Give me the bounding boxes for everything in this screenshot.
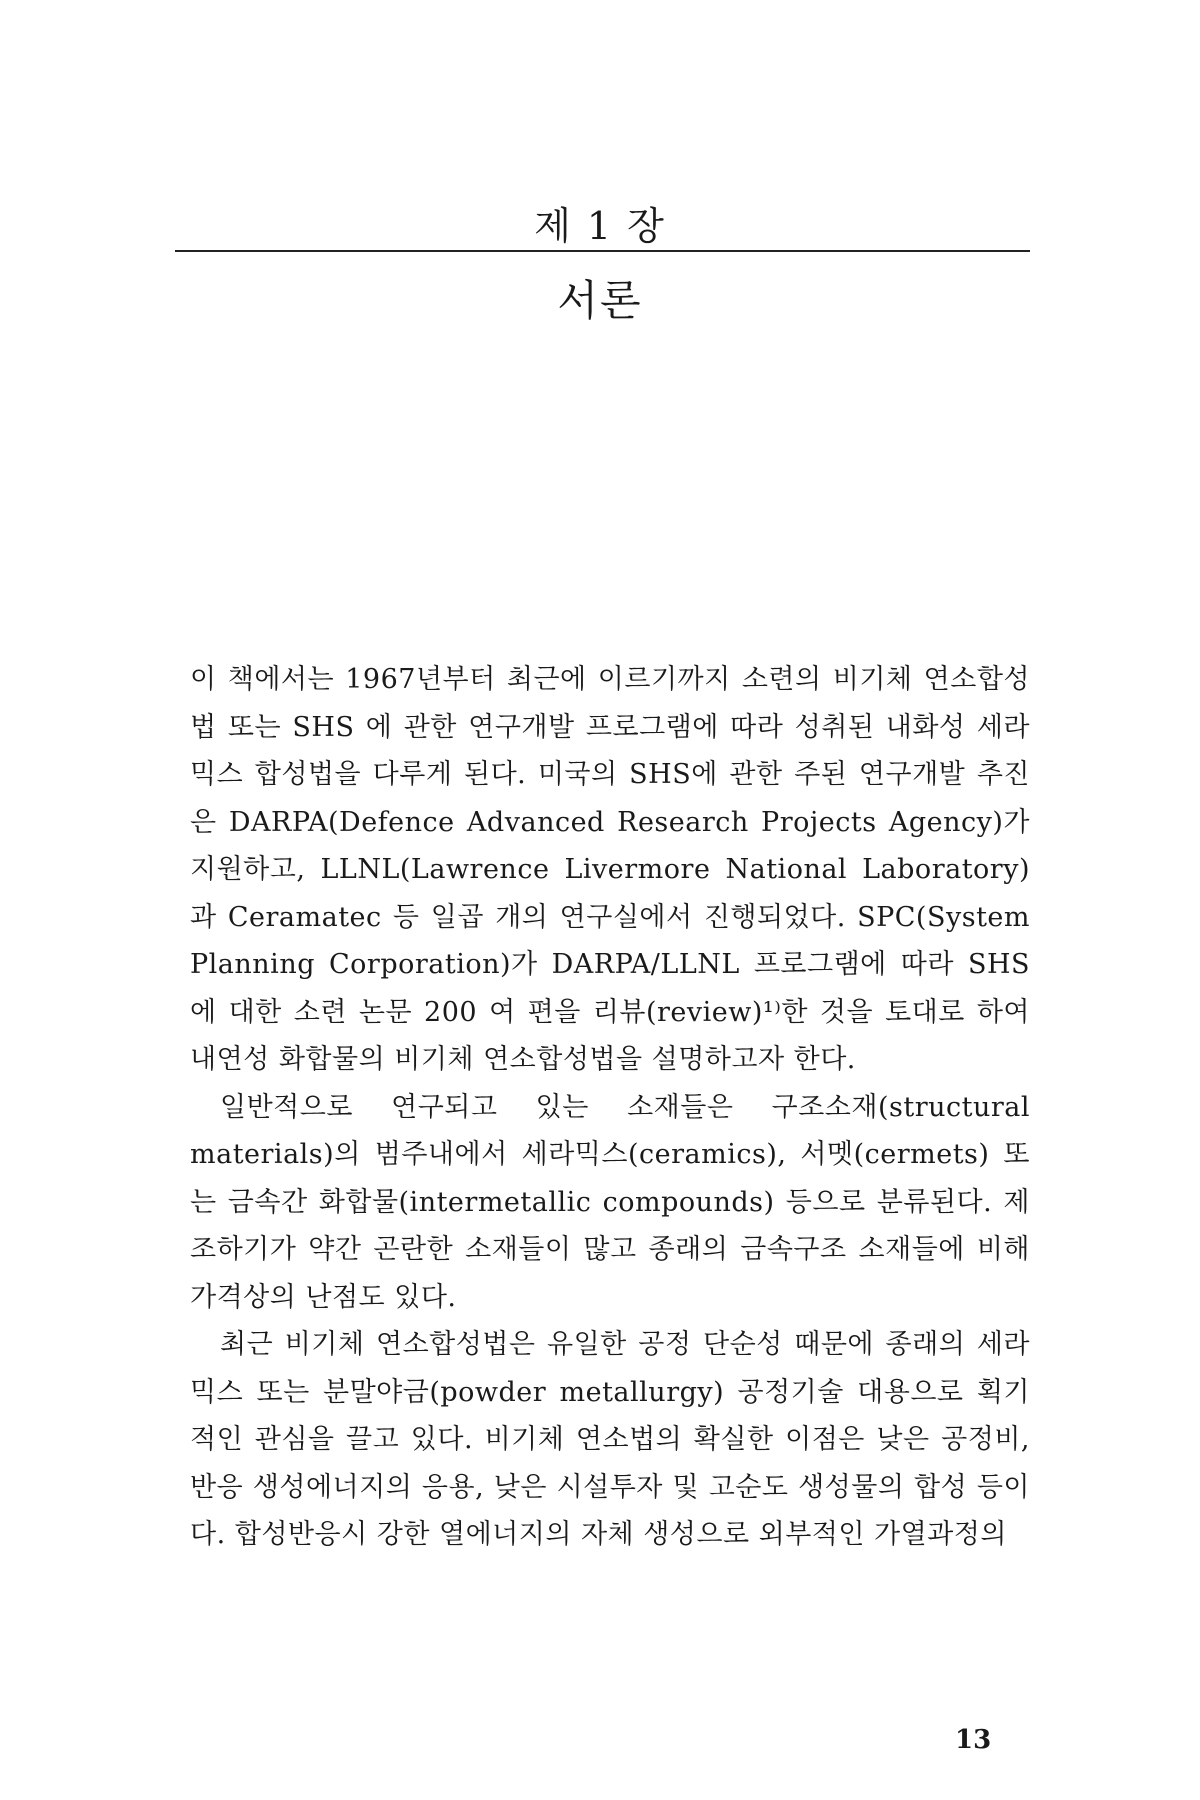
paragraph-intro: 이 책에서는 1967년부터 최근에 이르기까지 소련의 비기체 연소합성법 또는 SHS 에 관한 연구개발 프로그램에 따라 성취된 내화성 세라믹스 합성법을 다루게 된다. 미국의 SHS에 관한 주된 연구개발 추진은 DARPA(Defence Advanced Research Projects Agency)가 지원하고, LLNL(Lawrence Livermore National Laboratory)과 Ceramatec 등 일곱 개의 연구실에서 진행되었다. SPC(System Planning Corporation)가 DARPA/LLNL 프로그램에 따라 SHS 에 대한 소련 논문 200 여 편을 리뷰(review)¹⁾한 것을 토대로 하여 내연성 화합물의 비기체 연소합성법을 설명하고자 한다. [190, 664, 1030, 1075]
paragraph-materials: 일반적으로 연구되고 있는 소재들은 구조소재(structural materials)의 범주내에서 세라믹스(ceramics), 서멧(cermets) 또는 금속간 화합물(intermetallic compounds) 등으로 분류된다. 제조하기가 약간 곤란한 소재들이 많고 종래의 금속구조 소재들에 비해 가격상의 난점도 있다. [190, 1091, 1030, 1313]
chapter-number: 제 1 장 [534, 204, 666, 248]
paragraph-combustion-synthesis: 최근 비기체 연소합성법은 유일한 공정 단순성 때문에 종래의 세라믹스 또는 분말야금(powder metallurgy) 공정기술 대용으로 획기적인 관심을 끌고 있다. 비기체 연소법의 확실한 이점은 낮은 공정비, 반응 생성에너지의 응용, 낮은 시설투자 및 고순도 생성물의 합성 등이다. 합성반응시 강한 열에너지의 자체 생성으로 외부적인 가열과정의 [190, 1329, 1030, 1550]
body-text [190, 656, 1030, 1559]
page-number: 13 [955, 1725, 992, 1755]
chapter-divider [175, 250, 1030, 252]
chapter-title: 서론 [557, 276, 643, 325]
